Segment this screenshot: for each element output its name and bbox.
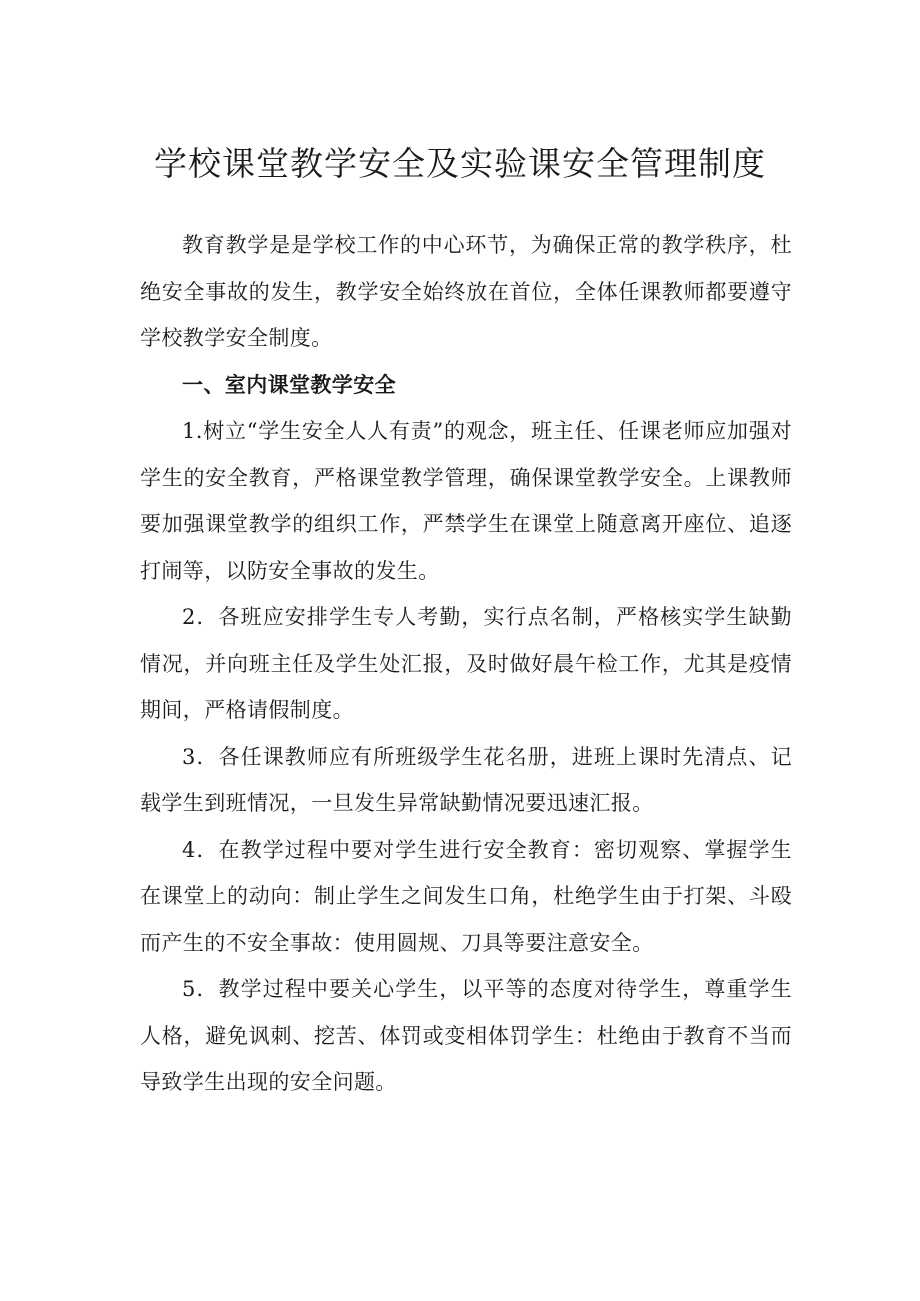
rule-item-1: 1.树立“学生安全人人有责”的观念，班主任、任课老师应加强对学生的安全教育，严格课堂教学管理，确保课堂教学安全。上课教师要加强课堂教学的组织工作，严禁学生在课堂上随意离开座位、追逐打闹等，以防安全事故的发生。 xyxy=(140,419,792,583)
rule-item-3: 3．各任课教师应有所班级学生花名册，进班上课时先清点、记载学生到班情况，一旦发生异常缺勤情况要迅速汇报。 xyxy=(140,744,792,815)
rule-item-5: 5．教学过程中要关心学生，以平等的态度对待学生，尊重学生人格，避免讽刺、挖苦、体罚或变相体罚学生：杜绝由于教育不当而导致学生出现的安全问题。 xyxy=(140,977,792,1094)
rule-item-4: 4．在教学过程中要对学生进行安全教育：密切观察、掌握学生在课堂上的动向：制止学生之间发生口角，杜绝学生由于打架、斗殴而产生的不安全事故：使用圆规、刀具等要注意安全。 xyxy=(140,837,792,955)
section-heading-indoor-safety: 一、室内课堂教学安全 xyxy=(182,372,396,397)
document-title: 学校课堂教学安全及实验课安全管理制度 xyxy=(154,144,766,183)
intro-paragraph: 教育教学是是学校工作的中心环节，为确保正常的教学秩序，杜绝安全事故的发生，教学安全始终放在首位，全体任课教师都要遵守学校教学安全制度。 xyxy=(140,233,792,350)
document-body xyxy=(140,222,792,1106)
rule-item-2: 2．各班应安排学生专人考勤，实行点名制，严格核实学生缺勤情况，并向班主任及学生处汇报，及时做好晨午检工作，尤其是疫情期间，严格请假制度。 xyxy=(140,605,792,722)
